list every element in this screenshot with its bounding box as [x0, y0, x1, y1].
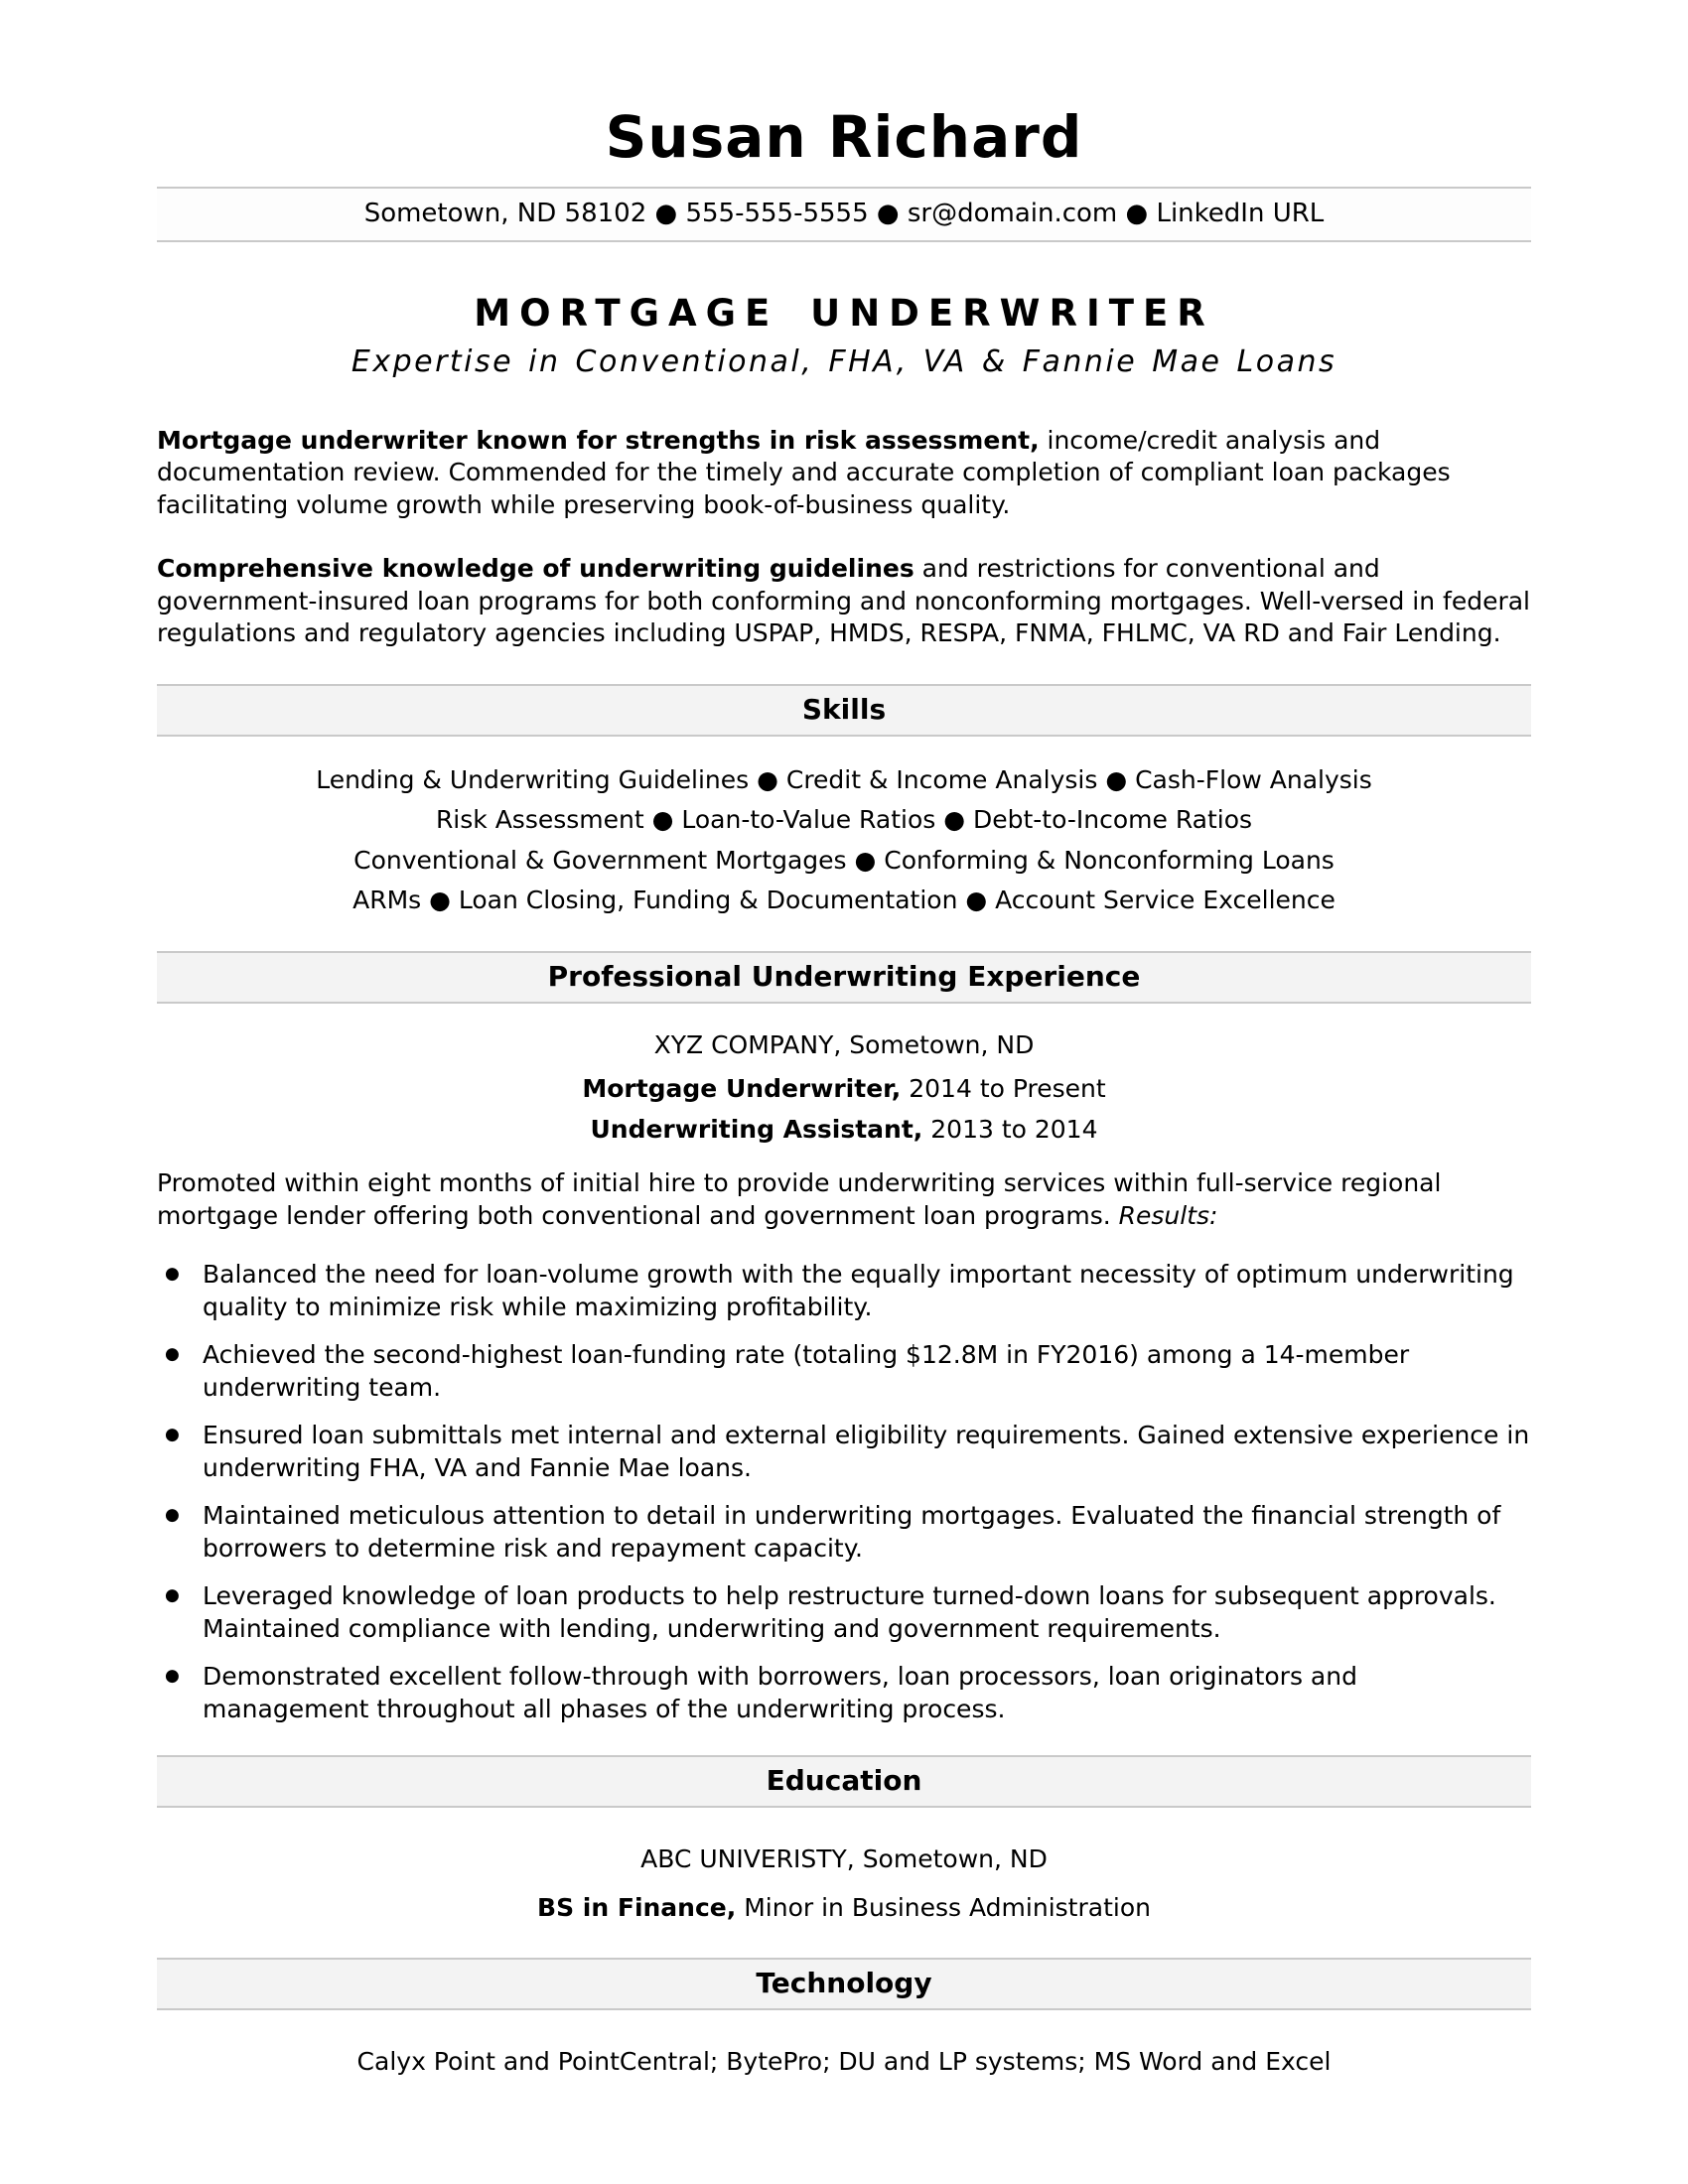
candidate-name: Susan Richard	[605, 103, 1083, 171]
role-line-2	[157, 1114, 1531, 1147]
bullet-icon: ●	[165, 1344, 180, 1365]
bullet-text: Balanced the need for loan-volume growth with the equally important necessity of optimum underwriting quality to minimize risk while maximizing profitability.	[203, 1260, 1514, 1322]
list-item	[157, 1419, 1531, 1484]
bullet-text: Maintained meticulous attention to detail in underwriting mortgages. Evaluated the financial strength of borrowers to determine risk and repayment capacity.	[203, 1501, 1501, 1564]
bullet-text: Ensured loan submittals met internal and external eligibility requirements. Gained extensive experience in underwriting FHA, VA and Fannie Mae loans.	[203, 1421, 1530, 1483]
skills-line: Risk Assessment ● Loan-to-Value Ratios ● Debt-to-Income Ratios	[435, 805, 1253, 835]
summary-paragraph-2	[157, 553, 1531, 650]
role-2-dates: 2013 to 2014	[922, 1114, 1098, 1144]
list-item	[157, 1660, 1531, 1725]
experience-intro	[157, 1167, 1531, 1232]
headline-subtitle: Expertise in Conventional, FHA, VA & Fannie Mae Loans	[351, 343, 1337, 379]
summary-paragraph-1-lead: Mortgage underwriter known for strengths in risk assessment,	[157, 425, 1040, 455]
contact-bar	[157, 187, 1531, 242]
list-item	[157, 1579, 1531, 1645]
headline-title: MORTGAGE UNDERWRITER	[474, 291, 1214, 335]
contact-line: Sometown, ND 58102 ● 555-555-5555 ● sr@domain.com ● LinkedIn URL	[363, 198, 1325, 228]
role-1-dates: 2014 to Present	[901, 1074, 1106, 1104]
bullet-icon: ●	[165, 1505, 180, 1526]
bullet-icon: ●	[165, 1666, 180, 1687]
summary-paragraph-2-lead: Comprehensive knowledge of underwriting guidelines	[157, 554, 914, 584]
bullet-icon: ●	[165, 1264, 180, 1285]
list-item	[157, 1258, 1531, 1323]
experience-intro-results-label: Results:	[1118, 1200, 1218, 1230]
list-item	[157, 1338, 1531, 1404]
section-header-skills: Skills	[157, 684, 1531, 737]
degree-title: BS in Finance,	[537, 1892, 737, 1922]
skills-list	[157, 760, 1531, 921]
degree-line	[157, 1892, 1531, 1925]
bullet-text: Leveraged knowledge of loan products to help restructure turned-down loans for subsequent approvals. Maintained compliance with lending, underwriting and government requirements.	[203, 1581, 1496, 1644]
technology-line: Calyx Point and PointCentral; BytePro; DU and LP systems; MS Word and Excel	[356, 2047, 1332, 2077]
bullet-icon: ●	[165, 1425, 180, 1445]
bullet-icon: ●	[165, 1585, 180, 1606]
experience-bullet-list	[157, 1258, 1531, 1725]
skills-line: Lending & Underwriting Guidelines ● Credit & Income Analysis ● Cash-Flow Analysis	[316, 764, 1372, 794]
summary-paragraph-1	[157, 425, 1531, 522]
role-line-1	[157, 1073, 1531, 1106]
experience-intro-text: Promoted within eight months of initial hire to provide underwriting services within full-service regional mortgage lender offering both conventional and government loan programs.	[157, 1168, 1442, 1230]
section-header-experience: Professional Underwriting Experience	[157, 951, 1531, 1004]
list-item	[157, 1499, 1531, 1565]
company-line: XYZ COMPANY, Sometown, ND	[653, 1029, 1035, 1059]
section-header-education: Education	[157, 1755, 1531, 1808]
summary-paragraph-1-rest: income/credit analysis and documentation review. Commended for the timely and accurate completion of compliant loan packages facilitating volume growth while preserving book-of-business quality.	[157, 425, 1451, 519]
role-2-title: Underwriting Assistant,	[590, 1114, 923, 1144]
bullet-text: Demonstrated excellent follow-through with borrowers, loan processors, loan originators and management throughout all phases of the underwriting process.	[203, 1662, 1357, 1724]
skills-line: Conventional & Government Mortgages ● Conforming & Nonconforming Loans	[353, 845, 1335, 875]
school-line: ABC UNIVERISTY, Sometown, ND	[640, 1844, 1048, 1874]
section-header-technology: Technology	[157, 1958, 1531, 2010]
headline	[157, 292, 1531, 379]
role-1-title: Mortgage Underwriter,	[582, 1074, 902, 1104]
summary-paragraph-2-rest: and restrictions for conventional and government-insured loan programs for both conforming and nonconforming mortgages. Well-versed in federal regulations and regulatory agencies including USPAP, HMDS, RESPA, FNMA, FHLMC, VA RD and Fair Lending.	[157, 554, 1531, 648]
degree-minor: Minor in Business Administration	[736, 1892, 1151, 1922]
bullet-text: Achieved the second-highest loan-funding rate (totaling $12.8M in FY2016) among a 14-member underwriting team.	[203, 1340, 1410, 1403]
skills-line: ARMs ● Loan Closing, Funding & Documentation ● Account Service Excellence	[352, 886, 1336, 915]
